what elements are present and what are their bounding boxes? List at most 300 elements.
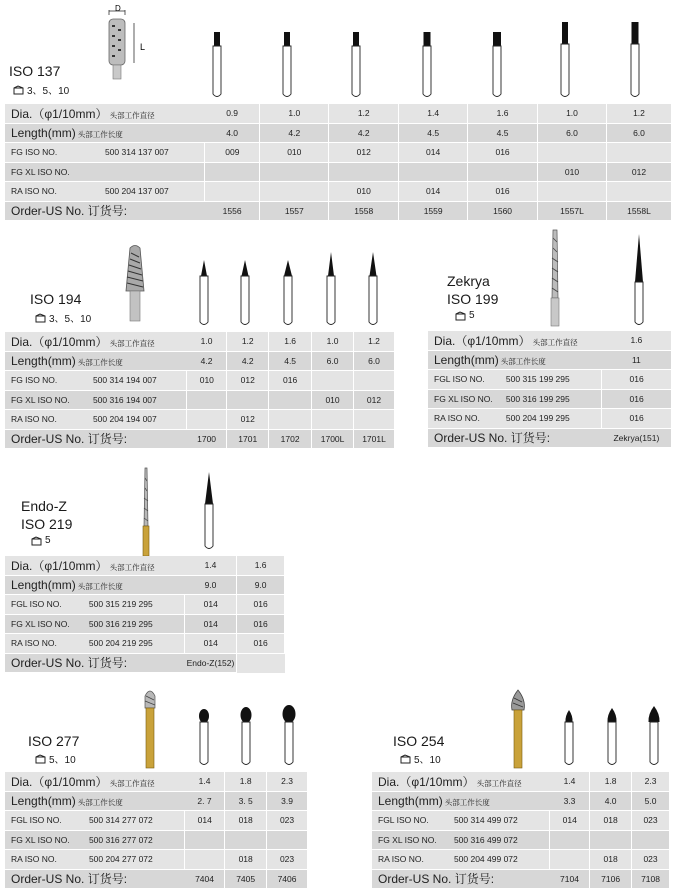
row-label-cn: 头部工作直径 [474, 778, 522, 788]
table-row [428, 370, 672, 390]
table-row [372, 811, 670, 831]
table-row [5, 162, 672, 182]
table-row [372, 791, 670, 811]
table-cell [227, 390, 269, 410]
table-cell [606, 182, 671, 202]
row-label [5, 791, 185, 811]
table-cell [329, 162, 399, 182]
table-row [5, 351, 395, 371]
table-cell: 016 [237, 614, 285, 634]
table-row [372, 830, 670, 850]
bur-icon [490, 30, 504, 100]
table-cell: 2.3 [267, 772, 308, 791]
bur-icon [420, 30, 434, 100]
table-cell: 018 [590, 850, 632, 870]
table-cell [267, 830, 308, 850]
row-label: RA ISO NO. [428, 409, 506, 429]
table-cell: 1701L [354, 429, 395, 449]
table-cell: 1.4 [185, 772, 225, 791]
table-cell: 1.2 [329, 104, 399, 123]
table-cell: 018 [225, 850, 267, 870]
row-label-main: Order-US No. [434, 431, 508, 446]
table-cell: 016 [237, 634, 285, 654]
iso137-bur-photo-icon [102, 5, 152, 80]
row-label-cn: 订货号: [451, 872, 495, 887]
row-label [5, 351, 187, 371]
row-code: 500 316 499 072 [454, 830, 550, 850]
table-cell: 012 [329, 143, 399, 163]
row-label-cn: 头部工作直径 [530, 337, 578, 347]
bur-icon [238, 706, 254, 768]
iso194-spec-table [5, 332, 395, 449]
bur-icon [558, 20, 572, 100]
table-cell: 7104 [550, 869, 590, 889]
row-label-main: Length(mm) [11, 577, 76, 592]
row-label-main: Dia.（φ1/10mm） [11, 774, 108, 789]
table-cell: 11 [602, 350, 672, 370]
table-cell: 016 [602, 409, 672, 429]
row-label-main: Dia.（φ1/10mm） [11, 558, 108, 573]
row-label-cn: 订货号: [507, 431, 551, 446]
iso137-pack [13, 82, 69, 97]
table-cell: 1.2 [606, 104, 671, 123]
iso277-bur-photo-icon [140, 688, 160, 770]
iso219-title-line1: Endo-Z [21, 498, 67, 514]
table-cell: 023 [632, 850, 670, 870]
table-row [428, 409, 672, 429]
bur-icon [202, 470, 216, 552]
iso254-bur-photo-icon [506, 688, 530, 770]
table-cell [606, 143, 671, 163]
row-label: FG ISO NO. [5, 371, 93, 391]
table-cell [269, 410, 312, 430]
package-icon [35, 313, 46, 323]
table-cell: 010 [329, 182, 399, 202]
table-cell: 7406 [267, 869, 308, 889]
table-cell: 7405 [225, 869, 267, 889]
table-cell: 1.8 [590, 772, 632, 791]
table-cell: 1.0 [260, 104, 329, 123]
table-row [5, 104, 672, 123]
row-label-main: Order-US No. [11, 432, 85, 447]
table-cell: 014 [399, 182, 468, 202]
table-cell: 1.4 [550, 772, 590, 791]
table-cell: 1.6 [237, 556, 285, 575]
bur-icon [562, 708, 576, 768]
row-label-main: Length(mm) [11, 793, 76, 808]
row-code: 500 204 194 007 [93, 410, 187, 430]
pack-sizes: 3、5、10 [27, 86, 70, 97]
table-row [5, 332, 395, 351]
row-label [5, 429, 187, 449]
table-cell: 018 [590, 811, 632, 831]
row-label [5, 332, 187, 351]
table-cell: 1557 [260, 201, 329, 221]
table-cell [354, 371, 395, 391]
row-code: 500 316 219 295 [89, 614, 185, 634]
table-cell: 4.2 [187, 351, 227, 371]
table-cell: 4.0 [205, 123, 260, 143]
row-label [5, 201, 205, 221]
table-cell: 6.0 [538, 123, 607, 143]
row-code: 500 316 277 072 [89, 830, 185, 850]
iso194-title: ISO 194 [30, 291, 82, 307]
table-cell: 3.9 [267, 791, 308, 811]
table-cell: 1.0 [538, 104, 607, 123]
table-cell: 1.0 [187, 332, 227, 351]
table-cell: 010 [187, 371, 227, 391]
table-cell: 4.0 [590, 791, 632, 811]
table-row [5, 390, 395, 410]
table-cell: 016 [602, 370, 672, 390]
row-label-main: Order-US No. [11, 656, 85, 671]
table-cell: 014 [185, 811, 225, 831]
row-code: 500 314 277 072 [89, 811, 185, 831]
package-icon [400, 754, 411, 764]
row-label-cn: 头部工作长度 [75, 129, 123, 139]
table-row [5, 123, 672, 143]
iso199-title-line2: ISO 199 [447, 291, 499, 307]
table-cell: 4.5 [468, 123, 538, 143]
table-row [5, 143, 672, 163]
table-cell [399, 162, 468, 182]
table-cell: 010 [260, 143, 329, 163]
iso219-spec-table [5, 556, 285, 673]
row-label: FGL ISO NO. [5, 595, 89, 615]
table-cell: 1700L [312, 429, 354, 449]
table-cell: 1559 [399, 201, 468, 221]
table-row [5, 850, 308, 870]
table-cell: 1.6 [602, 331, 672, 350]
table-row [5, 429, 395, 449]
table-cell [185, 830, 225, 850]
row-label-main: Length(mm) [11, 125, 76, 140]
table-cell [185, 850, 225, 870]
bur-icon [210, 30, 224, 100]
row-code: 500 316 194 007 [93, 390, 187, 410]
table-row [5, 410, 395, 430]
table-cell: 3. 5 [225, 791, 267, 811]
iso277-pack [35, 751, 76, 766]
table-cell: 1.6 [468, 104, 538, 123]
table-row [372, 772, 670, 791]
row-code: 500 315 219 295 [89, 595, 185, 615]
table-row [5, 201, 672, 221]
bur-icon [196, 708, 212, 768]
table-cell [590, 830, 632, 850]
row-label: RA ISO NO. [372, 850, 454, 870]
row-label [372, 869, 550, 889]
table-cell: 016 [269, 371, 312, 391]
row-label [5, 556, 185, 575]
row-label: FG XL ISO NO. [5, 162, 105, 182]
table-cell [312, 410, 354, 430]
row-label: FG XL ISO NO. [5, 830, 89, 850]
table-cell: 7108 [632, 869, 670, 889]
row-label-cn: 头部工作长度 [75, 797, 123, 807]
iso254-spec-table [372, 772, 670, 889]
table-cell: 9.0 [237, 575, 285, 595]
table-cell [187, 410, 227, 430]
iso194-pack [35, 310, 91, 325]
table-cell: 4.2 [260, 123, 329, 143]
table-cell: 012 [227, 371, 269, 391]
row-label-main: Order-US No. [11, 872, 85, 887]
row-label: RA ISO NO. [5, 634, 89, 654]
package-icon [455, 311, 466, 321]
table-cell: 023 [267, 811, 308, 831]
bur-icon [628, 20, 642, 100]
bur-icon [238, 258, 252, 328]
table-row [5, 556, 285, 575]
table-cell: 1701 [227, 429, 269, 449]
table-row [5, 772, 308, 791]
row-label-cn: 头部工作长度 [442, 797, 490, 807]
row-label: RA ISO NO. [5, 410, 93, 430]
table-cell [260, 162, 329, 182]
table-cell: 2.3 [632, 772, 670, 791]
row-label [428, 428, 602, 448]
row-label [428, 331, 602, 350]
row-code: 500 314 499 072 [454, 811, 550, 831]
table-cell [187, 390, 227, 410]
table-cell: 023 [267, 850, 308, 870]
row-code: 500 204 199 295 [506, 409, 602, 429]
row-code: 500 204 277 072 [89, 850, 185, 870]
row-label-cn: 订货号: [84, 432, 128, 447]
bur-icon [604, 706, 620, 768]
table-cell: 012 [606, 162, 671, 182]
diagram-d-label: D [115, 4, 121, 13]
table-row [5, 830, 308, 850]
row-label [5, 653, 185, 673]
iso277-title: ISO 277 [28, 733, 80, 749]
row-code: 500 315 199 295 [506, 370, 602, 390]
table-cell: 010 [312, 390, 354, 410]
bur-icon [366, 250, 380, 328]
table-cell: 1.0 [312, 332, 354, 351]
diagram-l-label: L [140, 42, 146, 52]
table-cell: 014 [550, 811, 590, 831]
table-cell: 016 [602, 389, 672, 409]
table-cell: 1700 [187, 429, 227, 449]
iso219-title-line2: ISO 219 [21, 516, 73, 532]
table-row [428, 389, 672, 409]
row-label [5, 575, 185, 595]
pack-sizes: 5、10 [49, 755, 76, 766]
table-cell: 016 [468, 143, 538, 163]
row-label-cn: 订货号: [84, 872, 128, 887]
row-label: RA ISO NO. [5, 850, 89, 870]
row-label-main: Dia.（φ1/10mm） [11, 334, 108, 349]
row-label [5, 104, 205, 123]
table-row [5, 182, 672, 202]
row-label-cn: 头部工作直径 [107, 110, 155, 120]
table-cell: 1557L [538, 201, 607, 221]
row-label-main: Dia.（φ1/10mm） [11, 106, 108, 121]
table-cell: 016 [468, 182, 538, 202]
table-cell: 0.9 [205, 104, 260, 123]
table-cell [538, 143, 607, 163]
table-cell: 9.0 [185, 575, 237, 595]
row-label-cn: 头部工作长度 [75, 357, 123, 367]
row-label-cn: 头部工作直径 [107, 778, 155, 788]
row-label: FG XL ISO NO. [372, 830, 454, 850]
table-row [428, 350, 672, 370]
row-code: 500 204 499 072 [454, 850, 550, 870]
table-row [5, 371, 395, 391]
table-cell: Zekrya(151) [602, 428, 672, 448]
iso137-spec-table [5, 104, 672, 221]
table-cell: 6.0 [312, 351, 354, 371]
table-cell: 5.0 [632, 791, 670, 811]
table-cell [205, 162, 260, 182]
iso254-title: ISO 254 [393, 733, 445, 749]
bur-icon [349, 30, 363, 100]
iso199-title-line1: Zekrya [447, 273, 490, 289]
table-cell [550, 830, 590, 850]
table-row [428, 428, 672, 448]
iso199-bur-photo-icon [540, 228, 570, 328]
table-cell: 014 [185, 595, 237, 615]
row-label-cn: 头部工作长度 [75, 581, 123, 591]
table-cell: 4.2 [227, 351, 269, 371]
table-cell [269, 390, 312, 410]
table-cell [632, 830, 670, 850]
iso277-spec-table [5, 772, 308, 889]
row-label-main: Dia.（φ1/10mm） [434, 333, 531, 348]
table-row [428, 331, 672, 350]
table-row [5, 869, 308, 889]
table-cell [225, 830, 267, 850]
table-cell: 6.0 [606, 123, 671, 143]
iso254-pack [400, 751, 441, 766]
row-label: FGL ISO NO. [428, 370, 506, 390]
table-cell: 1.2 [354, 332, 395, 351]
package-icon [13, 85, 24, 95]
table-cell: 1558L [606, 201, 671, 221]
row-label-main: Length(mm) [434, 352, 499, 367]
row-label-main: Order-US No. [378, 872, 452, 887]
row-code [105, 162, 205, 182]
row-label [428, 350, 602, 370]
row-label-main: Length(mm) [11, 353, 76, 368]
iso194-bur-photo-icon [122, 243, 158, 323]
table-cell: 2. 7 [185, 791, 225, 811]
table-cell: 014 [185, 614, 237, 634]
table-cell [260, 182, 329, 202]
bur-icon [645, 704, 663, 768]
pack-sizes: 5 [45, 535, 51, 546]
pack-sizes: 5、10 [414, 755, 441, 766]
row-code: 500 314 194 007 [93, 371, 187, 391]
table-row [372, 850, 670, 870]
table-cell: 1.4 [185, 556, 237, 575]
row-label-cn: 订货号: [84, 656, 128, 671]
table-cell: 7106 [590, 869, 632, 889]
row-label [5, 772, 185, 791]
table-cell [468, 162, 538, 182]
table-cell: 6.0 [354, 351, 395, 371]
pack-sizes: 5 [469, 310, 475, 321]
package-icon [35, 754, 46, 764]
row-label: FGL ISO NO. [372, 811, 454, 831]
table-cell: 012 [227, 410, 269, 430]
table-cell: 1.8 [225, 772, 267, 791]
table-cell: 3.3 [550, 791, 590, 811]
table-cell [550, 850, 590, 870]
table-row [5, 653, 285, 673]
row-code: 500 316 199 295 [506, 389, 602, 409]
row-label [5, 123, 205, 143]
row-label: FG XL ISO NO. [428, 389, 506, 409]
bur-icon [280, 704, 298, 768]
table-cell: 016 [237, 595, 285, 615]
table-cell: 4.5 [269, 351, 312, 371]
row-label: RA ISO NO. [5, 182, 105, 202]
table-row [5, 811, 308, 831]
table-cell: 1702 [269, 429, 312, 449]
bur-icon [632, 232, 646, 328]
table-cell [312, 371, 354, 391]
table-cell: 1.4 [399, 104, 468, 123]
iso199-pack [455, 310, 475, 321]
row-label [372, 772, 550, 791]
table-cell: 1.6 [269, 332, 312, 351]
row-label [372, 791, 550, 811]
table-row [372, 869, 670, 889]
table-cell: 014 [399, 143, 468, 163]
iso137-title: ISO 137 [9, 63, 61, 79]
table-row [5, 595, 285, 615]
row-label [5, 869, 185, 889]
row-label-main: Dia.（φ1/10mm） [378, 774, 475, 789]
table-row [5, 634, 285, 654]
table-cell: 4.2 [329, 123, 399, 143]
iso199-spec-table [428, 331, 672, 448]
iso219-pack [31, 535, 51, 546]
table-cell: 014 [185, 634, 237, 654]
table-cell: 1560 [468, 201, 538, 221]
row-label: FGL ISO NO. [5, 811, 89, 831]
row-label-cn: 头部工作直径 [107, 338, 155, 348]
table-cell: Endo-Z(152) [185, 653, 237, 673]
row-label-cn: 订货号: [84, 204, 128, 219]
row-label-main: Length(mm) [378, 793, 443, 808]
table-cell: 7404 [185, 869, 225, 889]
pack-sizes: 3、5、10 [49, 314, 92, 325]
row-label: FG ISO NO. [5, 143, 105, 163]
bur-icon [197, 258, 211, 328]
row-label: FG XL ISO NO. [5, 614, 89, 634]
table-cell [354, 410, 395, 430]
table-cell: 023 [632, 811, 670, 831]
table-row [5, 575, 285, 595]
table-cell: 018 [225, 811, 267, 831]
bur-icon [281, 258, 295, 328]
table-cell: 1.2 [227, 332, 269, 351]
row-code: 500 204 219 295 [89, 634, 185, 654]
table-cell: 1556 [205, 201, 260, 221]
row-code: 500 204 137 007 [105, 182, 205, 202]
row-label-cn: 头部工作长度 [498, 356, 546, 366]
package-icon [31, 536, 42, 546]
row-label-cn: 头部工作直径 [107, 562, 155, 572]
bur-icon [324, 250, 338, 328]
table-cell [538, 182, 607, 202]
row-code: 500 314 137 007 [105, 143, 205, 163]
table-row [5, 791, 308, 811]
